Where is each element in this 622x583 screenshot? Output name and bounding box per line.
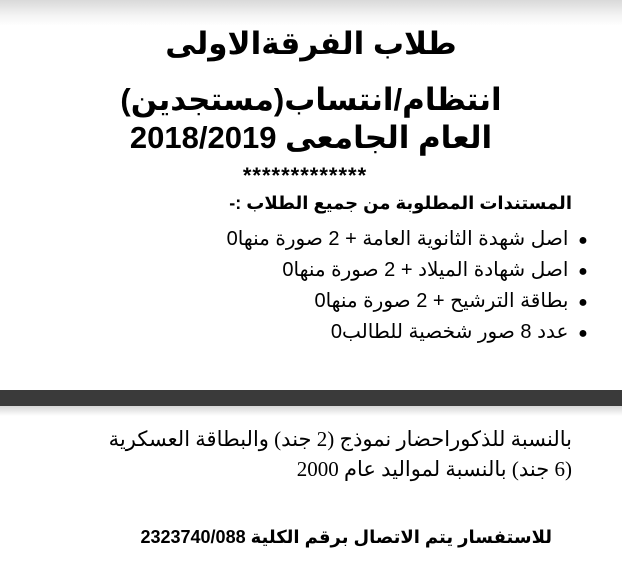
male-note-line-1: بالنسبة للذكوراحضار نموذج (2 جند) والبطاقة العسكرية bbox=[108, 427, 572, 451]
required-documents-list bbox=[227, 224, 592, 348]
document-item-text: اصل شهادة الميلاد + 2 صورة منها0 bbox=[282, 259, 569, 281]
title-enrollment-type: انتظام/انتساب(مستجدين) bbox=[120, 82, 502, 117]
document-item-text: اصل شهدة الثانوية العامة + 2 صورة منها0 bbox=[226, 228, 569, 250]
section-divider-shadow bbox=[0, 406, 622, 416]
document-item-text: عدد 8 صور شخصية للطالب0 bbox=[330, 321, 569, 343]
male-note-line-2: (6 جند) بالنسبة لمواليد عام 2000 bbox=[296, 457, 572, 481]
title-students-first-year: طلاب الفرقةالاولى bbox=[165, 26, 457, 61]
list-item bbox=[227, 224, 592, 255]
list-item bbox=[227, 255, 592, 286]
list-item bbox=[227, 317, 592, 348]
male-students-note bbox=[32, 424, 572, 484]
contact-info: للاستفسار يتم الاتصال برقم الكلية 2323740/088 bbox=[140, 527, 552, 547]
bullet-icon: ● bbox=[578, 263, 588, 280]
bullet-icon: ● bbox=[578, 325, 588, 342]
top-shade bbox=[0, 0, 622, 26]
list-item bbox=[227, 286, 592, 317]
bullet-icon: ● bbox=[578, 232, 588, 249]
title-academic-year: العام الجامعى 2018/2019 bbox=[129, 120, 493, 155]
section-divider bbox=[0, 390, 622, 406]
bullet-icon: ● bbox=[578, 294, 588, 311]
document-item-text: بطاقة الترشيح + 2 صورة منها0 bbox=[314, 290, 569, 312]
stars-separator: ************* bbox=[242, 163, 368, 188]
required-documents-heading: المستندات المطلوبة من جميع الطلاب :- bbox=[229, 193, 572, 213]
